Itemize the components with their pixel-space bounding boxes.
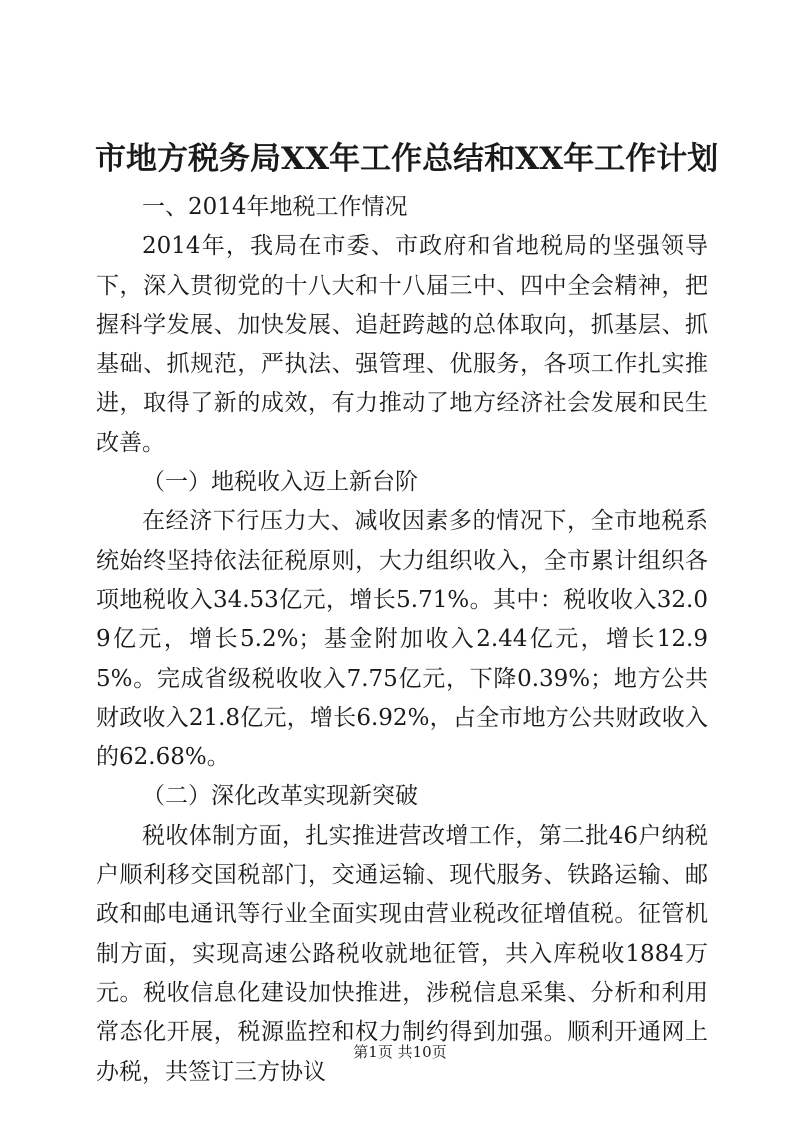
body-paragraph: 2014年，我局在市委、市政府和省地税局的坚强领导下，深入贯彻党的十八大和十八届三中、四中全会精神，把握科学发展、加快发展、追赶跨越的总体取向，抓基层、抓基础、抓规范，严执法、强管理、优服务，各项工作扎实推进，取得了新的成效，有力推动了地方经济社会发展和民生改善。 <box>96 233 708 456</box>
subsection-heading: （二）深化改革实现新突破 <box>142 783 418 810</box>
body-paragraph: 在经济下行压力大、减收因素多的情况下，全市地税系统始终坚持依法征税原则，大力组织收入，全市累计组织各项地税收入34.53亿元，增长5.71%。其中：税收收入32.09亿元，增长5.2%；基金附加收入2.44亿元，增长12.95%。完成省级税收收入7.75亿元，下降0.39%；地方公共财政收入21.8亿元，增长6.92%，占全市地方公共财政收入的62.68%。 <box>96 508 708 771</box>
subsection-heading: （一）地税收入迈上新台阶 <box>142 469 418 496</box>
document-body <box>96 188 708 1092</box>
body-paragraph: 税收体制方面，扎实推进营改增工作，第二批46户纳税户顺利移交国税部门，交通运输、现代服务、铁路运输、邮政和邮电通讯等行业全面实现由营业税改征增值税。征管机制方面，实现高速公路税收就地征管，共入库税收1884万元。税收信息化建设加快推进，涉税信息采集、分析和利用常态化开展，税源监控和权力制约得到加强。顺利开通网上办税，共签订三方协议 <box>96 822 708 1085</box>
page-number-footer: 第1页 共10页 <box>353 1043 447 1061</box>
section-heading: 一、2014年地税工作情况 <box>142 194 408 220</box>
document-title: 市地方税务局XX年工作总结和XX年工作计划 <box>95 141 719 177</box>
